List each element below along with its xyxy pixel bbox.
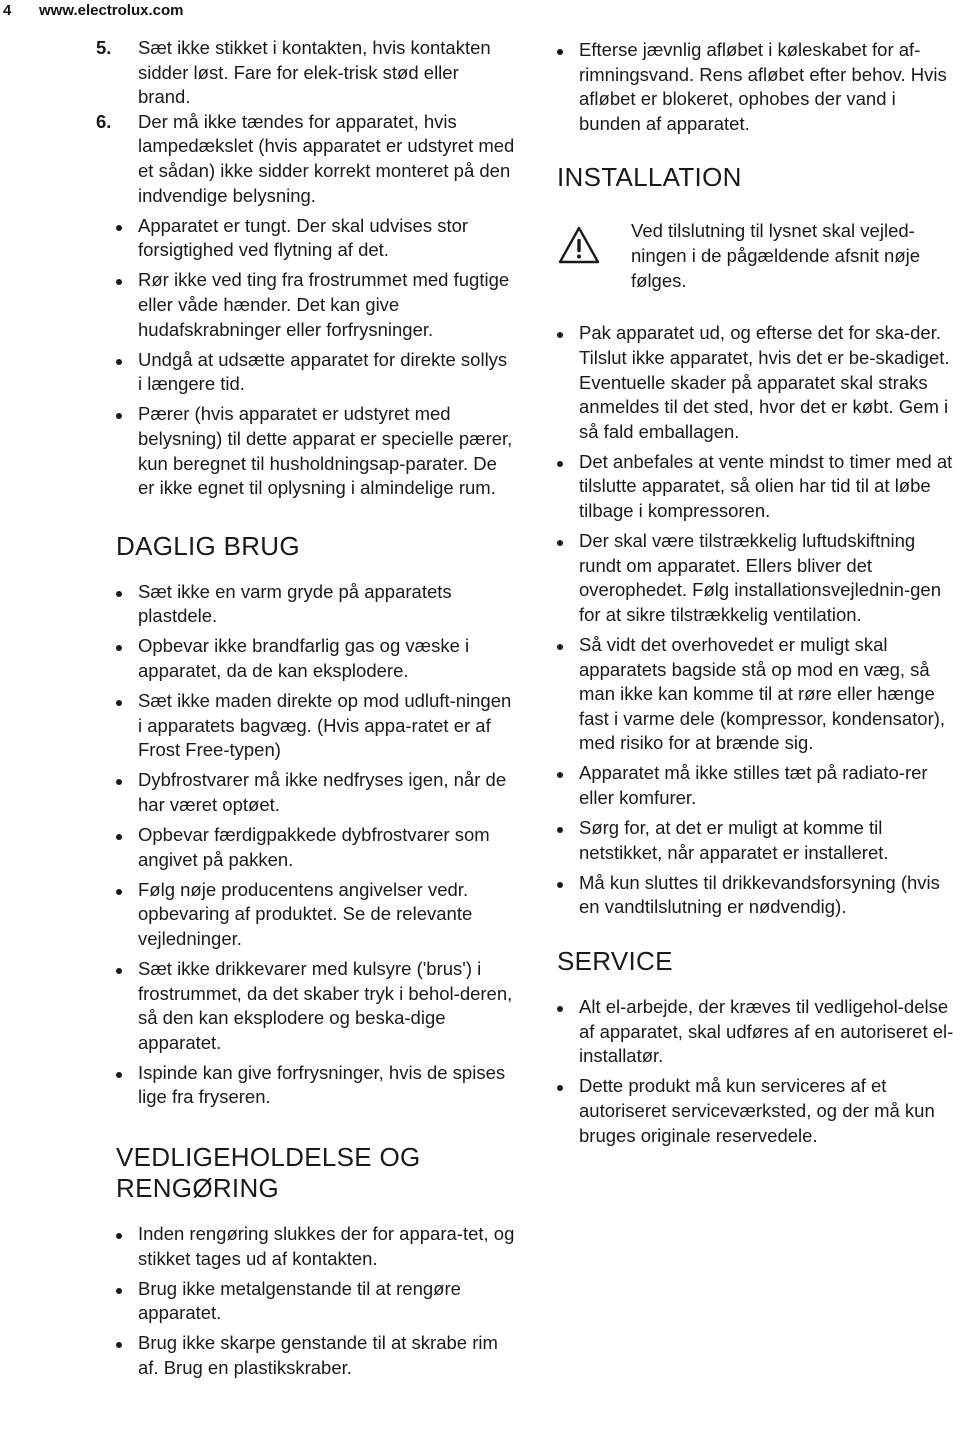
- bullet-icon: [116, 1342, 122, 1348]
- item-text: Sæt ikke stikket i kontakten, hvis kontakten sidder løst. Fare for elek-trisk stød eller brand.: [138, 37, 491, 108]
- list-item: [116, 823, 516, 872]
- bullet-icon: [116, 591, 122, 597]
- bullet-icon: [116, 968, 122, 974]
- section-heading-installation: INSTALLATION: [557, 162, 742, 193]
- left-column: [96, 36, 516, 1386]
- item-text: Pærer (hvis apparatet er udstyret med belysning) til dette apparat er specielle pærer, kun beregnet til husholdningsap-parater. De er ikke egnet til oplysning i almindelige rum.: [138, 403, 513, 499]
- list-item: [557, 38, 957, 136]
- page-number: 4: [3, 2, 12, 19]
- bullet-icon: [116, 1288, 122, 1294]
- item-text: Sæt ikke drikkevarer med kulsyre ('brus') i frostrummet, da det skaber tryk i behol-deren, så den kan eksplodere og beska-dige apparatet.: [138, 958, 513, 1053]
- list-item: [557, 529, 957, 627]
- item-text: Inden rengøring slukkes der for appara-tet, og stikket tages ud af kontakten.: [138, 1223, 515, 1269]
- warning-box: [557, 219, 957, 299]
- bullet-icon: [557, 461, 563, 467]
- list-item: [557, 761, 957, 810]
- bullet-icon: [557, 332, 563, 338]
- list-item: [557, 816, 957, 865]
- item-text: Sørg for, at det er muligt at komme til netstikket, når apparatet er installeret.: [579, 817, 889, 863]
- section-heading-maintenance: [116, 1142, 516, 1204]
- bullet-icon: [557, 882, 563, 888]
- bullet-icon: [557, 1085, 563, 1091]
- item-text: Brug ikke metalgenstande til at rengøre apparatet.: [138, 1277, 461, 1324]
- item-text: Opbevar færdigpakkede dybfrostvarer som angivet på pakken.: [138, 824, 490, 870]
- list-item: [116, 580, 516, 629]
- item-text: Pak apparatet ud, og efterse det for ska-der. Tilslut ikke apparatet, hvis det er be-skadiget. Eventuelle skader på apparatet skal straks anmeldes til det sted, hvor det er købt. Gem i så fald emballagen.: [579, 322, 950, 442]
- list-item: [116, 1222, 516, 1271]
- item-text: Apparatet må ikke stilles tæt på radiato-rer eller komfurer.: [579, 762, 928, 809]
- item-text: Ispinde kan give forfrysninger, hvis de spises lige fra fryseren.: [138, 1061, 506, 1108]
- bullet-icon: [557, 1006, 563, 1012]
- bullet-icon: [116, 413, 122, 419]
- item-text: Så vidt det overhovedet er muligt skal apparatets bagside stå op mod en væg, så man ikke kan komme til at røre eller hænge fast i varme dele (kompressor, kondensator), med risiko for at brænde sig.: [579, 634, 946, 754]
- item-text: Dette produkt må kun serviceres af et autoriseret serviceværksted, og der må kun bruges originale reservedele.: [579, 1075, 935, 1146]
- bullet-icon: [557, 772, 563, 778]
- item-text: Der må ikke tændes for apparatet, hvis lampedækslet (hvis apparatet er udstyret med et sådan) ikke sidder korrekt monteret på den indvendige belysning.: [138, 110, 515, 206]
- item-text: Må kun sluttes til drikkevandsforsyning (hvis en vandtilslutning er nødvendig).: [579, 871, 940, 918]
- section-heading-daily-use: DAGLIG BRUG: [116, 530, 300, 561]
- item-text: Følg nøje producentens angivelser vedr. opbevaring af produktet. Se de relevante vejledninger.: [138, 878, 473, 949]
- item-number: 5.: [96, 37, 112, 58]
- item-text: Dybfrostvarer må ikke nedfryses igen, når de har været optøet.: [138, 769, 507, 815]
- list-item: [557, 995, 957, 1069]
- item-text: Sæt ikke maden direkte op mod udluft-ningen i apparatets bagvæg. (Hvis appa-ratet er af Frost Free-typen): [138, 690, 512, 761]
- bullet-icon: [116, 1233, 122, 1239]
- item-text: Undgå at udsætte apparatet for direkte sollys i længere tid.: [138, 348, 508, 395]
- bullet-icon: [557, 644, 563, 650]
- list-item: [116, 348, 516, 397]
- page-header: [3, 0, 184, 22]
- bullet-icon: [116, 1072, 122, 1078]
- heading-line: VEDLIGEHOLDELSE OG: [116, 1142, 421, 1173]
- list-item: [116, 634, 516, 683]
- bullet-icon: [557, 540, 563, 546]
- list-item: [116, 957, 516, 1055]
- bullet-icon: [116, 700, 122, 706]
- bullet-icon: [116, 359, 122, 365]
- item-text: Der skal være tilstrækkelig luftudskiftning rundt om apparatet. Ellers bliver det overophedet. Følg installationsvejlednin-gen for at sikre tilstrækkelig ventilation.: [579, 530, 941, 625]
- item-number: 6.: [96, 110, 112, 132]
- bullet-icon: [557, 49, 563, 55]
- list-item: [116, 268, 516, 342]
- list-item: [116, 689, 516, 763]
- heading-line: RENGØRING: [116, 1173, 280, 1204]
- bullet-icon: [116, 834, 122, 840]
- list-item: [116, 214, 516, 263]
- bullet-icon: [116, 779, 122, 785]
- bullet-icon: [116, 279, 122, 285]
- item-text: Rør ikke ved ting fra frostrummet med fugtige eller våde hænder. Det kan give hudafskrabninger eller forfrysninger.: [138, 269, 510, 340]
- list-item: [116, 768, 516, 817]
- item-text: Brug ikke skarpe genstande til at skrabe rim af. Brug en plastikskraber.: [138, 1332, 498, 1379]
- bullet-icon: [116, 225, 122, 231]
- item-text: Alt el-arbejde, der kræves til vedligehol-delse af apparatet, skal udføres af en autoriseret el-installatør.: [579, 996, 954, 1067]
- item-text: Apparatet er tungt. Der skal udvises stor forsigtighed ved flytning af det.: [138, 214, 469, 261]
- list-item: [116, 1331, 516, 1380]
- item-text: Det anbefales at vente mindst to timer med at tilslutte apparatet, så olien har tid til at løbe tilbage i kompressoren.: [579, 450, 953, 522]
- item-text: Sæt ikke en varm gryde på apparatets plastdele.: [138, 580, 452, 627]
- item-text: Opbevar ikke brandfarlig gas og væske i apparatet, da de kan eksplodere.: [138, 635, 470, 681]
- list-item: [116, 878, 516, 952]
- warning-text: Ved tilslutning til lysnet skal vejled-ningen i de pågældende afsnit nøje følges.: [631, 220, 921, 291]
- list-item: [557, 1074, 957, 1148]
- list-item: [116, 1277, 516, 1326]
- bullet-icon: [116, 645, 122, 651]
- bullet-icon: [557, 827, 563, 833]
- numbered-item: [76, 110, 516, 208]
- list-item: [116, 1061, 516, 1110]
- numbered-item: [76, 36, 516, 110]
- warning-triangle-icon: [557, 225, 601, 265]
- list-item: [557, 871, 957, 920]
- right-column: [557, 38, 957, 1154]
- site-url: www.electrolux.com: [39, 2, 184, 19]
- list-item: [557, 450, 957, 524]
- item-text: Efterse jævnlig afløbet i køleskabet for af-rimningsvand. Rens afløbet efter behov. Hvis afløbet er blokeret, ophobes der vand i bunden af apparatet.: [579, 39, 947, 134]
- bullet-icon: [116, 889, 122, 895]
- list-item: [116, 402, 516, 500]
- list-item: [557, 321, 957, 444]
- section-heading-service: SERVICE: [557, 946, 673, 977]
- list-item: [557, 633, 957, 756]
